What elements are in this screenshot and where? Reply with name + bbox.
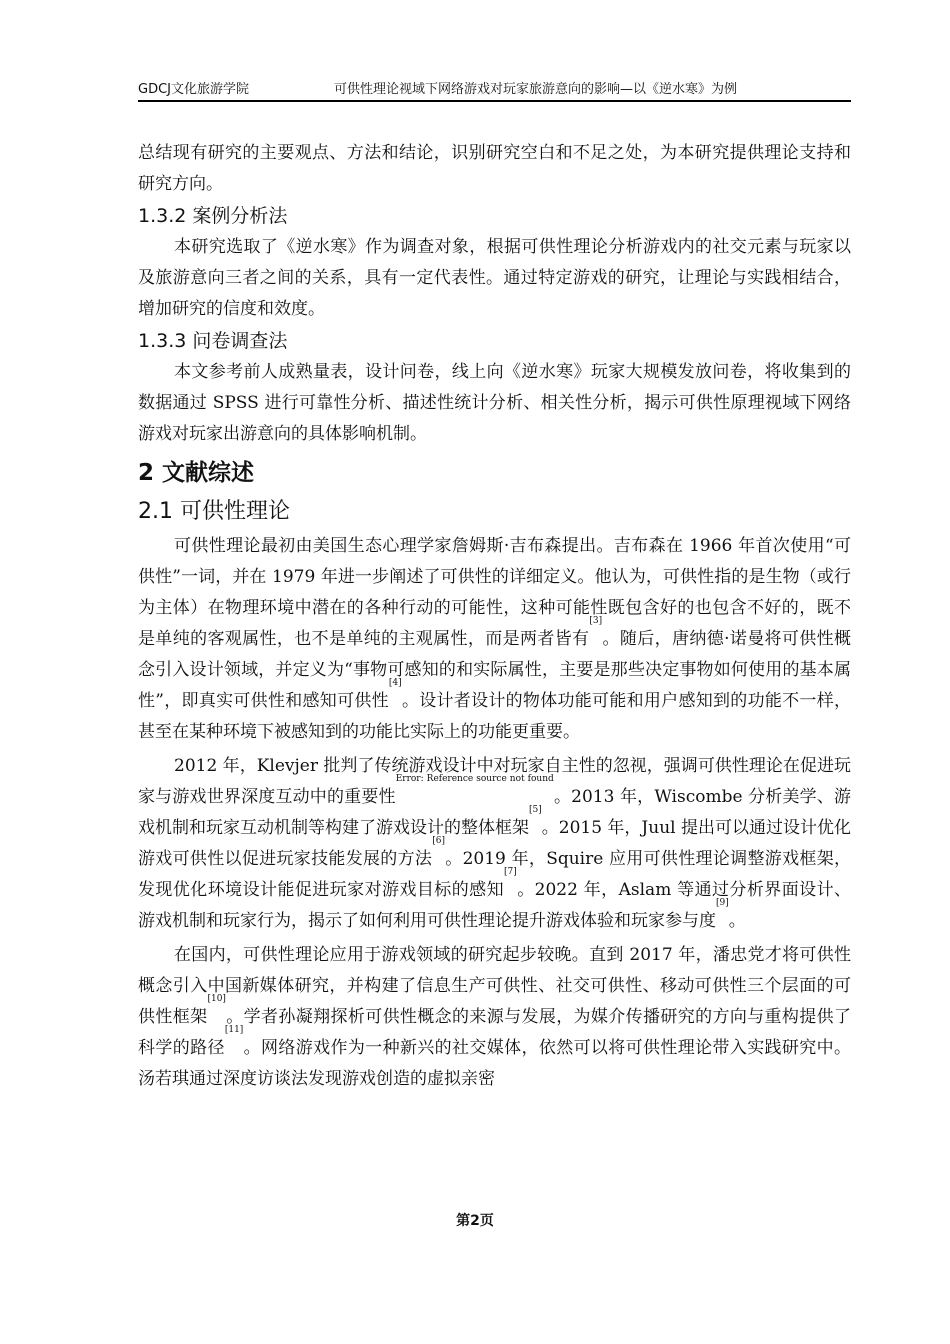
citation-ref[interactable]: [7] xyxy=(504,867,517,877)
section-2-1-heading: 2.1 可供性理论 xyxy=(138,499,290,524)
header-rule xyxy=(138,100,851,102)
text-run: 。网络游戏作为一种新兴的社交媒体，依然可以将可供性理论带入实践研究中。汤若琪通过深度访谈法发现游戏创造的虚拟亲密 xyxy=(138,1038,852,1089)
chapter-2-heading: 2 文献综述 xyxy=(138,460,255,486)
page-number-footer: 第2页 xyxy=(456,1213,494,1229)
section-2-1-paragraph-2 xyxy=(138,751,851,937)
citation-ref[interactable]: [11] xyxy=(224,1025,244,1035)
section-1-3-2-paragraph: 本研究选取了《逆水寒》作为调查对象，根据可供性理论分析游戏内的社交元素与玩家以及旅游意向三者之间的关系，具有一定代表性。通过特定游戏的研究，让理论与实践相结合，增加研究的信度和效度。 xyxy=(138,237,851,319)
text-run: 。2022 年，Aslam 等通过分析界面设计、游戏机制和玩家行为，揭示了如何利用可供性理论提升游戏体验和玩家参与度 xyxy=(138,880,852,931)
text-run: 。 xyxy=(728,911,746,931)
citation-ref[interactable]: [9] xyxy=(716,898,729,908)
citation-ref[interactable]: [10] xyxy=(207,994,226,1004)
text-run: 。2013 年，Wiscombe 分析美学、游戏机制和玩家互动机制等构建了游戏设计的整体框架 xyxy=(138,787,852,838)
text-run: 。设计者设计的物体功能可能和用户感知到的功能不一样，甚至在某种环境下被感知到的功能比实际上的功能更重要。 xyxy=(138,691,851,742)
text-run: 。2015 年，Juul 提出可以通过设计优化游戏可供性以促进玩家技能发展的方法 xyxy=(138,818,851,869)
section-1-3-3-heading: 1.3.3 问卷调查法 xyxy=(138,330,288,352)
body-content xyxy=(138,138,851,1095)
citation-ref[interactable]: [5] xyxy=(529,805,542,815)
text-run: 。随后，唐纳德·诺曼将可供性概念引入设计领域，并定义为“事物可感知的和实际属性，主要是那些决定事物如何使用的基本属性”，即真实可供性和感知可供性 xyxy=(138,629,852,711)
header-institution: GDCJ文化旅游学院 xyxy=(138,82,249,97)
text-run: 。2019 年，Squire 应用可供性理论调整游戏框架，发现优化环境设计能促进玩家对游戏目标的感知 xyxy=(138,849,852,900)
text-run: 2012 年，Klevjer 批判了传统游戏设计中对玩家自主性的忽视，强调可供性理论在促进玩家与游戏世界深度互动中的重要性 xyxy=(138,756,851,807)
section-2-1-paragraph-3 xyxy=(138,940,851,1095)
text-run: 可供性理论最初由美国生态心理学家詹姆斯·吉布森提出。吉布森在 1966 年首次使用“可供性”一词，并在 1979 年进一步阐述了可供性的详细定义。他认为，可供性指的是生物（或行为主体）在物理环境中潜在的各种行动的可能性，这种可能性既包含好的也包含不好的，既不是单纯的客观属性，也不是单纯的主观属性，而是两者皆有 xyxy=(138,536,851,649)
section-1-3-3-paragraph: 本文参考前人成熟量表，设计问卷，线上向《逆水寒》玩家大规模发放问卷，将收集到的数据通过 SPSS 进行可靠性分析、描述性统计分析、相关性分析，揭示可供性原理视域下网络游戏对玩家出游意向的具体影响机制。 xyxy=(138,362,851,444)
text-run: 。学者孙凝翔探析可供性概念的来源与发展，为媒介传播研究的方向与重构提供了科学的路径 xyxy=(138,1007,851,1058)
running-header xyxy=(138,78,851,100)
citation-ref[interactable]: [4] xyxy=(388,678,402,688)
header-paper-title: 可供性理论视域下网络游戏对玩家旅游意向的影响—以《逆水寒》为例 xyxy=(334,82,738,97)
section-1-3-2-heading: 1.3.2 案例分析法 xyxy=(138,205,288,227)
citation-ref[interactable]: [6] xyxy=(432,836,445,846)
section-2-1-paragraph-1 xyxy=(138,531,851,748)
broken-reference-error: Error: Reference source not found xyxy=(395,774,554,784)
citation-ref[interactable]: [3] xyxy=(589,616,603,626)
text-run: 在国内，可供性理论应用于游戏领域的研究起步较晚。直到 2017 年，潘忠党才将可供性概念引入中国新媒体研究，并构建了信息生产可供性、社交可供性、移动可供性三个层面的可供性框架 xyxy=(138,945,851,1027)
intro-tail-paragraph: 总结现有研究的主要观点、方法和结论，识别研究空白和不足之处，为本研究提供理论支持和研究方向。 xyxy=(138,143,851,194)
